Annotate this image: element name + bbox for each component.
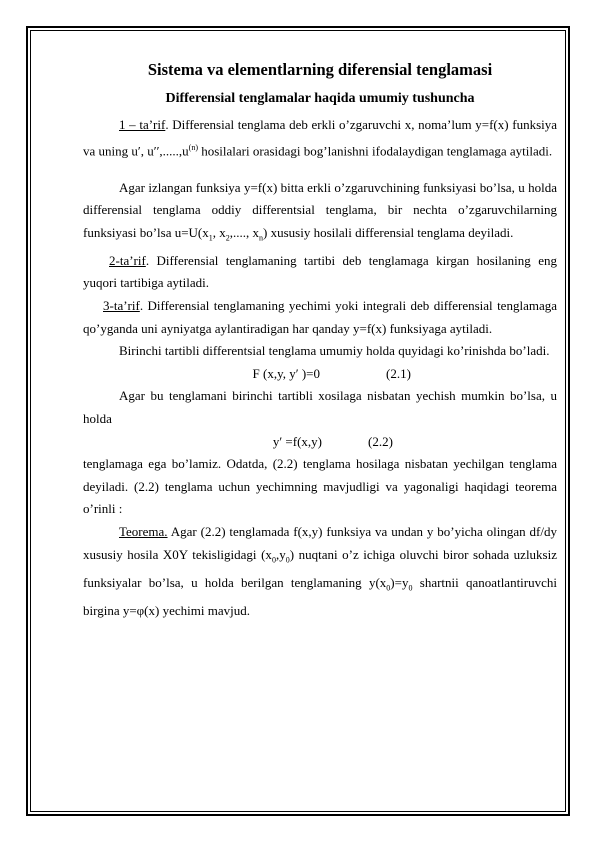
- document-title: Sistema va elementlarning diferensial tenglamasi: [147, 60, 493, 79]
- solve-paragraph: Agar bu tenglamani birinchi tartibli xosilaga nisbatan yechish mumkin bo’lsa, u holda: [83, 388, 557, 427]
- document-subtitle: Differensial tenglamalar haqida umumiy tushuncha: [165, 91, 475, 106]
- solved-paragraph: tenglamaga ega bo’lamiz. Odatda, (2.2) tenglama hosilaga nisbatan yechilgan tenglama deyiladi. (2.2) tenglama uchun yechimning mavjudligi va yagonaligi haqidagi teorema o’rinli :: [83, 456, 557, 517]
- definition-2: 2-ta’rif. Differensial tenglamaning tartibi deb tenglamaga kirgan hosilaning eng yuqori tartibiga aytiladi.: [83, 252, 557, 291]
- equation-2-2-number: (2.2): [368, 433, 393, 449]
- equation-2-1-number: (2.1): [386, 365, 411, 381]
- equation-2-2: [83, 431, 557, 454]
- definition-2-label: 2-ta’rif: [109, 252, 146, 268]
- first-order-paragraph: Birinchi tartibli differentsial tenglama umumiy holda quyidagi ko’rinishda bo’ladi.: [119, 343, 550, 359]
- equation-2-1-expr: F (x,y, y′ )=0: [252, 365, 320, 381]
- theorem: Teorema. Agar (2.2) tenglamada f(x,y) funksiya va undan y bo’yicha olingan df/dy xususiy hosila X0Y tekisligidagi $(x_0,y_0)$ nuqtani o’z ichiga oluvchi biror sohada uzluksiz funksiyalar bo’lsa, u holda berilgan tenglamaning $y(x_0)=y_0$ shartnii qanoatlantiruvchi birgina y=φ(x) yechimi mavjud.: [83, 524, 558, 618]
- theorem-label: Teorema.: [119, 524, 168, 540]
- equation-2-1: [83, 363, 557, 386]
- equation-2-2-expr: y′ =f(x,y): [272, 433, 322, 449]
- pde-paragraph: Agar izlangan funksiya y=f(x) bitta erkli o’zgaruvchining funksiyasi bo’lsa, u holda differensial tenglama oddiy differentsial tenglama, bir nechta o’zgaruvchilarning funksiyasi bo’lsa $u=U(x_1$, $x_2$,...., $x_n$) xususiy hosilali differensial tenglama deyiladi.: [83, 179, 557, 243]
- definition-1-label: 1 – ta’rif: [119, 117, 166, 132]
- document-body: [83, 58, 557, 623]
- definition-1: 1 – ta’rif. Differensial tenglama deb erkli o’zgaruvchi x, noma’lum y=f(x) funksiya va uning u′, $u'',.....,u^{(n)}$ hosilalari orasidagi bog’lanishni ifodalaydigan tenglamaga aytiladi.: [83, 117, 558, 158]
- definition-3-label: 3-ta’rif: [103, 298, 140, 314]
- definition-3: 3-ta’rif. Differensial tenglamaning yechimi yoki integrali deb differensial tenglamaga qo’yganda uni ayniyatga aylantiradigan har qanday y=f(x) funksiyaga aytiladi.: [83, 298, 557, 336]
